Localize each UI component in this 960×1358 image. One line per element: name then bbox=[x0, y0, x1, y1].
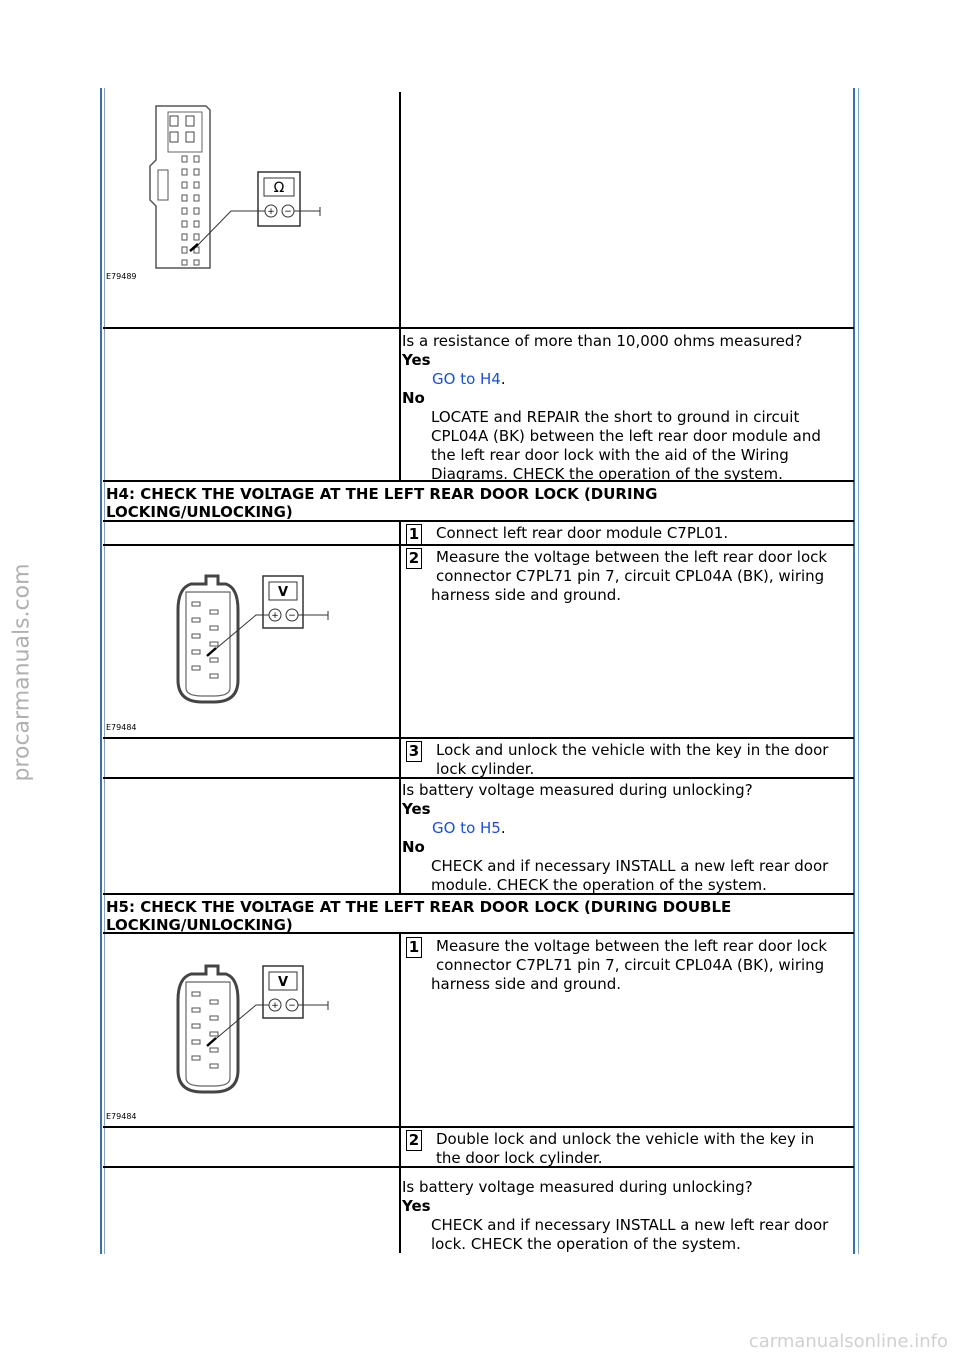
right-margin-rule bbox=[853, 88, 855, 1254]
h5-title-line: LOCKING/UNLOCKING) bbox=[106, 916, 293, 934]
door-lock-connector-voltage-figure bbox=[106, 960, 396, 1124]
step-number: 1 bbox=[406, 937, 422, 958]
side-watermark: procarmanuals.com bbox=[9, 563, 35, 782]
figure-label: E79484 bbox=[106, 723, 137, 732]
svg-text:−: − bbox=[288, 611, 296, 621]
svg-text:Ω: Ω bbox=[273, 180, 285, 196]
yes-label: Yes bbox=[402, 351, 431, 369]
step-number: 2 bbox=[406, 548, 422, 569]
no-answer-line: CHECK and if necessary INSTALL a new left rear door bbox=[431, 857, 829, 875]
yes-label: Yes bbox=[402, 1197, 431, 1215]
step-number: 1 bbox=[406, 524, 422, 545]
go-to-h4-link[interactable]: GO to H4 bbox=[432, 370, 501, 388]
svg-text:−: − bbox=[284, 207, 292, 217]
step-text: lock cylinder. bbox=[436, 760, 535, 778]
no-answer-line: the left rear door lock with the aid of the Wiring bbox=[431, 446, 789, 464]
svg-text:−: − bbox=[288, 1001, 296, 1011]
column-divider bbox=[399, 521, 401, 894]
column-divider bbox=[399, 933, 401, 1253]
question-text: Is battery voltage measured during unlocking? bbox=[402, 1178, 753, 1196]
row-rule bbox=[103, 737, 854, 739]
step-text: connector C7PL71 pin 7, circuit CPL04A (BK), wiring bbox=[436, 567, 825, 585]
step-text: Connect left rear door module C7PL01. bbox=[436, 524, 729, 542]
column-divider bbox=[399, 92, 401, 481]
connector-resistance-figure bbox=[106, 96, 396, 288]
yes-answer-line: CHECK and if necessary INSTALL a new left rear door bbox=[431, 1216, 829, 1234]
left-margin-rule-thin bbox=[104, 88, 105, 1254]
svg-text:+: + bbox=[271, 1001, 279, 1011]
yes-answer: GO to H4. bbox=[432, 370, 506, 388]
step-text: Measure the voltage between the left rear door lock bbox=[436, 548, 828, 566]
row-rule bbox=[103, 544, 854, 546]
go-to-h5-link[interactable]: GO to H5 bbox=[432, 819, 501, 837]
step-text: harness side and ground. bbox=[431, 975, 622, 993]
step-text: harness side and ground. bbox=[431, 586, 622, 604]
yes-answer: GO to H5. bbox=[432, 819, 506, 837]
svg-text:+: + bbox=[267, 207, 275, 217]
no-answer-line: LOCATE and REPAIR the short to ground in circuit bbox=[431, 408, 800, 426]
step-number: 3 bbox=[406, 741, 422, 762]
no-label: No bbox=[402, 838, 425, 856]
figure-label: E79489 bbox=[106, 272, 137, 281]
step-text: Measure the voltage between the left rear door lock bbox=[436, 937, 828, 955]
svg-text:+: + bbox=[271, 611, 279, 621]
left-margin-rule bbox=[100, 88, 102, 1254]
step-text: Lock and unlock the vehicle with the key in the door bbox=[436, 741, 829, 759]
connector-ohmmeter-diagram bbox=[106, 96, 396, 288]
bottom-watermark: carmanualsonline.info bbox=[748, 1331, 948, 1352]
question-text: Is a resistance of more than 10,000 ohms measured? bbox=[402, 332, 803, 350]
yes-answer-line: lock. CHECK the operation of the system. bbox=[431, 1235, 741, 1253]
h5-title-line: H5: CHECK THE VOLTAGE AT THE LEFT REAR DOOR LOCK (DURING DOUBLE bbox=[106, 898, 732, 916]
right-margin-rule-thin bbox=[858, 88, 859, 1254]
door-lock-voltmeter-diagram bbox=[106, 570, 396, 720]
step-text: connector C7PL71 pin 7, circuit CPL04A (BK), wiring bbox=[436, 956, 825, 974]
door-lock-voltmeter-diagram bbox=[106, 960, 396, 1110]
step-number: 2 bbox=[406, 1130, 422, 1151]
no-label: No bbox=[402, 389, 425, 407]
step-text: the door lock cylinder. bbox=[436, 1149, 603, 1167]
svg-text:V: V bbox=[277, 975, 289, 990]
svg-text:V: V bbox=[277, 585, 289, 600]
no-answer-line: Diagrams. CHECK the operation of the system. bbox=[431, 465, 783, 483]
yes-label: Yes bbox=[402, 800, 431, 818]
question-text: Is battery voltage measured during unlocking? bbox=[402, 781, 753, 799]
h4-title-line: LOCKING/UNLOCKING) bbox=[106, 503, 293, 521]
row-rule bbox=[103, 327, 854, 329]
h4-title-line: H4: CHECK THE VOLTAGE AT THE LEFT REAR DOOR LOCK (DURING bbox=[106, 485, 658, 503]
figure-label: E79484 bbox=[106, 1112, 137, 1121]
step-text: Double lock and unlock the vehicle with the key in bbox=[436, 1130, 815, 1148]
door-lock-connector-voltage-figure bbox=[106, 570, 396, 735]
no-answer-line: CPL04A (BK) between the left rear door module and bbox=[431, 427, 821, 445]
no-answer-line: module. CHECK the operation of the system. bbox=[431, 876, 767, 894]
row-rule bbox=[103, 1126, 854, 1128]
